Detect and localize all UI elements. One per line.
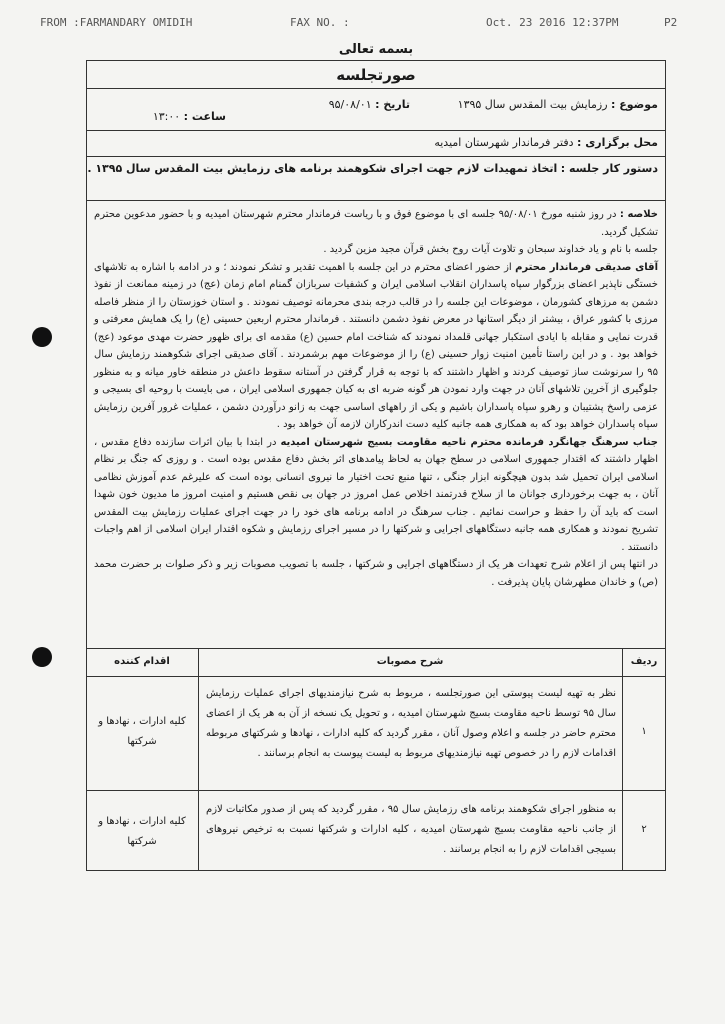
opening-text: جلسه با نام و یاد خداوند سبحان و تلاوت آیات روح بخش قرآن مجید مزین گردید . (323, 244, 658, 255)
row-resolution: نظر به تهیه لیست پیوستی این صورتجلسه ، مربوط به شرح نیازمندیهای اجرای عملیات رزمایش سال ۹۵ توسط ناحیه مقاومت بسیج شهرستان امیدیه ، و تحویل یک نسخه از آن به هر یک از اعضای محترم حاضر در جلسه و اعلام وصول آنان ، مقرر گردید که کلیه ادارات ، نهادها و شرکتهای مربوطه اقدامات لازم را در خصوص تهیه نیازمندیهای مربوط به لیست پیوست به انجام برسانند . (206, 688, 616, 759)
commander-label: جناب سرهنگ جهانگرد فرمانده محترم ناحیه مقاومت بسیج شهرستان امیدیه (280, 436, 659, 448)
date-value: ۹۵/۰۸/۰۱ (328, 98, 372, 111)
table-border-top (86, 648, 666, 649)
closing-text: در انتها پس از اعلام شرح تعهدات هر یک از دستگاههای اجرایی و شرکتها ، جلسه با تصویب مصوبات زیر و ذکر صلوات بر حضرت محمد (ص) و خاندان مطهرشان پایان پذیرفت . (94, 559, 658, 588)
table-border-left (86, 648, 87, 870)
agenda-line (87, 162, 658, 175)
header-actor: اقدام کننده (114, 656, 170, 667)
governor-text: از حضور اعضای محترم در این جلسه با اهمیت تقدیر و تشکر نمودند ؛ و در ادامه با اشاره به تلاشهای خستگی ناپذیر اعضای بزرگوار سپاه پاسداران انقلاب اسلامی ایران و کشفیات سربازان گمنام امام زمان (عج) در زمینه ممانعت از نفوذ دشمن به مرزهای کشورمان ، موضوعات این جلسه را در قالب درجه بندی محرمانه توصیف نمودند . و استان خوزستان را از منظر فاصله مرزی با کشور عراق ، بیشتر از دیگر استانها در معرض نفوذ دشمن دانستند . فرماندار محترم اربعین حسینی (ع) را یک همایش معرفتی و قدرت نمایی و مقابله با ایادی استکبار جهانی قلمداد نمودند که شناخت امام حسین (ع) مقدمه ای برای ظهور حضرت مهدی موعود (عج) خواهد بود . و در این راستا تأمین امنیت زوار حسینی (ع) را از موضوعات مهم برشمردند . آقای صدیقی اجرای شکوهمند رزمایش سال ۹۵ را سرنوشت ساز توصیف کردند و اظهار داشتند که با توجه به قرار گرفتن در آستانه سقوط داعش در منطقه خاور میانه و به منظور جلوگیری از آخرین تلاشهای آنان در جهت وارد نمودن هر گونه ضربه ای به کیان جمهوری اسلامی ایران ، می بایست با روحیه ای بسیجی و عزمی راسخ پشتیبان و رهرو سپاه پاسداران باشیم و یکی از راههای اساسی جهت به زانو درآوردن دشمن ، عملیات غرور آفرین رزمایش سپاه پاسداران خواهد بود که به همکاری همه جانبه کلیه دست اندرکاران لازمه آن خواهد بود . (94, 261, 658, 430)
title-border-top (86, 60, 666, 61)
venue-label: محل برگزاری : (576, 136, 658, 149)
governor-label: آقای صدیقی فرماندار محترم (515, 261, 658, 273)
time-value: ۱۳:۰۰ (152, 110, 181, 123)
fax-datetime: Oct. 23 2016 12:37PM (486, 16, 619, 29)
fax-number: FAX NO. : (290, 16, 350, 29)
subject-line (458, 98, 658, 111)
punch-hole-top (32, 327, 52, 347)
row-number: ۲ (641, 824, 647, 835)
punch-hole-bottom (32, 647, 52, 667)
document-title: صورتجلسه (336, 66, 416, 84)
time-label: ساعت : (183, 110, 226, 123)
row-resolution: به منظور اجرای شکوهمند برنامه های رزمایش سال ۹۵ ، مقرر گردید که پس از صدور مکاتبات لازم از جانب ناحیه مقاومت بسیج شهرستان امیدیه ، کلیه ادارات و شرکتها نسبت به ترخیص نیروهای بسیجی اقدامات لازم را به انجام برسانند . (206, 804, 616, 855)
venue-value: دفتر فرماندار شهرستان امیدیه (434, 136, 574, 149)
row-number: ۱ (641, 726, 647, 737)
fax-header (0, 16, 725, 34)
subject-label: موضوع : (611, 98, 658, 111)
basmala: بسمه تعالی (338, 42, 414, 57)
venue-divider (86, 156, 666, 157)
summary-text: در روز شنبه مورخ ۹۵/۰۸/۰۱ جلسه ای با موضوع فوق و با ریاست فرماندار محترم شهرستان امیدیه و با حضور مدعوین محترم تشکیل گردید. (94, 209, 658, 238)
date-line (329, 98, 410, 111)
row-actor: کلیه ادارات ، نهادها و شرکتها (98, 716, 186, 747)
agenda-value: اتخاذ تمهیدات لازم جهت اجرای شکوهمند برنامه های رزمایش بیت المقدس سال ۱۳۹۵ . (87, 162, 558, 175)
minutes-body (94, 206, 658, 591)
summary-label: خلاصه : (619, 209, 659, 220)
commander-paragraph (94, 434, 658, 557)
box-border-right (665, 60, 666, 650)
date-label: تاریخ : (375, 98, 410, 111)
table-col-divider-actor (198, 648, 199, 870)
header-resolution: شرح مصوبات (376, 656, 444, 667)
box-border-left (86, 60, 87, 650)
governor-paragraph (94, 259, 658, 434)
table-row-divider (86, 790, 666, 791)
row-actor: کلیه ادارات ، نهادها و شرکتها (98, 816, 186, 847)
subject-divider (86, 130, 666, 131)
table-border-bottom (86, 870, 666, 871)
header-row-num: ردیف (630, 656, 658, 667)
agenda-divider (86, 200, 666, 201)
time-line (153, 110, 226, 123)
fax-from: FROM :FARMANDARY OMIDIH (40, 16, 193, 29)
agenda-label: دستور کار جلسه : (560, 162, 658, 175)
title-border-bottom (86, 88, 666, 89)
commander-text: در ابتدا با بیان اثرات سازنده دفاع مقدس ، اظهار داشتند که اقتدار جمهوری اسلامی در سطح جهان به لحاظ پیامدهای اثر بخش دفاع مقدس بوده است . و روزی که جنگ بر نظام اسلامی ایران تحمیل شد بدون هیچگونه ابزار جنگی ، تنها منبع تحت اختیار ما نیروی انسانی بوده است که علیرغم عدم آموزش نظامی آنان ، به جهت برخورداری جوانان ما از سلاح قدرتمند اخلاص عمل امروز در جهان بی نقص هستیم و امنیت امروز ما مدیون خون شهدا است که باید آن را حفظ و حراست نمائیم . جناب سرهنگ در ادامه برنامه های خود را در جهت اجرای عملیات رزمایش بیت المقدس تشریح نمودند و همکاری همه جانبه دستگاههای اجرایی و شرکتها را در مسیر اجرای رزمایش و شکوه اقتدار ایران اسلامی از اهم واجبات دانستند . (94, 436, 658, 553)
fax-page: P2 (664, 16, 678, 29)
table-header-divider (86, 676, 666, 677)
venue-line (434, 136, 658, 149)
subject-value: رزمایش بیت المقدس سال ۱۳۹۵ (457, 98, 608, 111)
document-page (86, 42, 666, 940)
summary-paragraph (94, 206, 658, 241)
